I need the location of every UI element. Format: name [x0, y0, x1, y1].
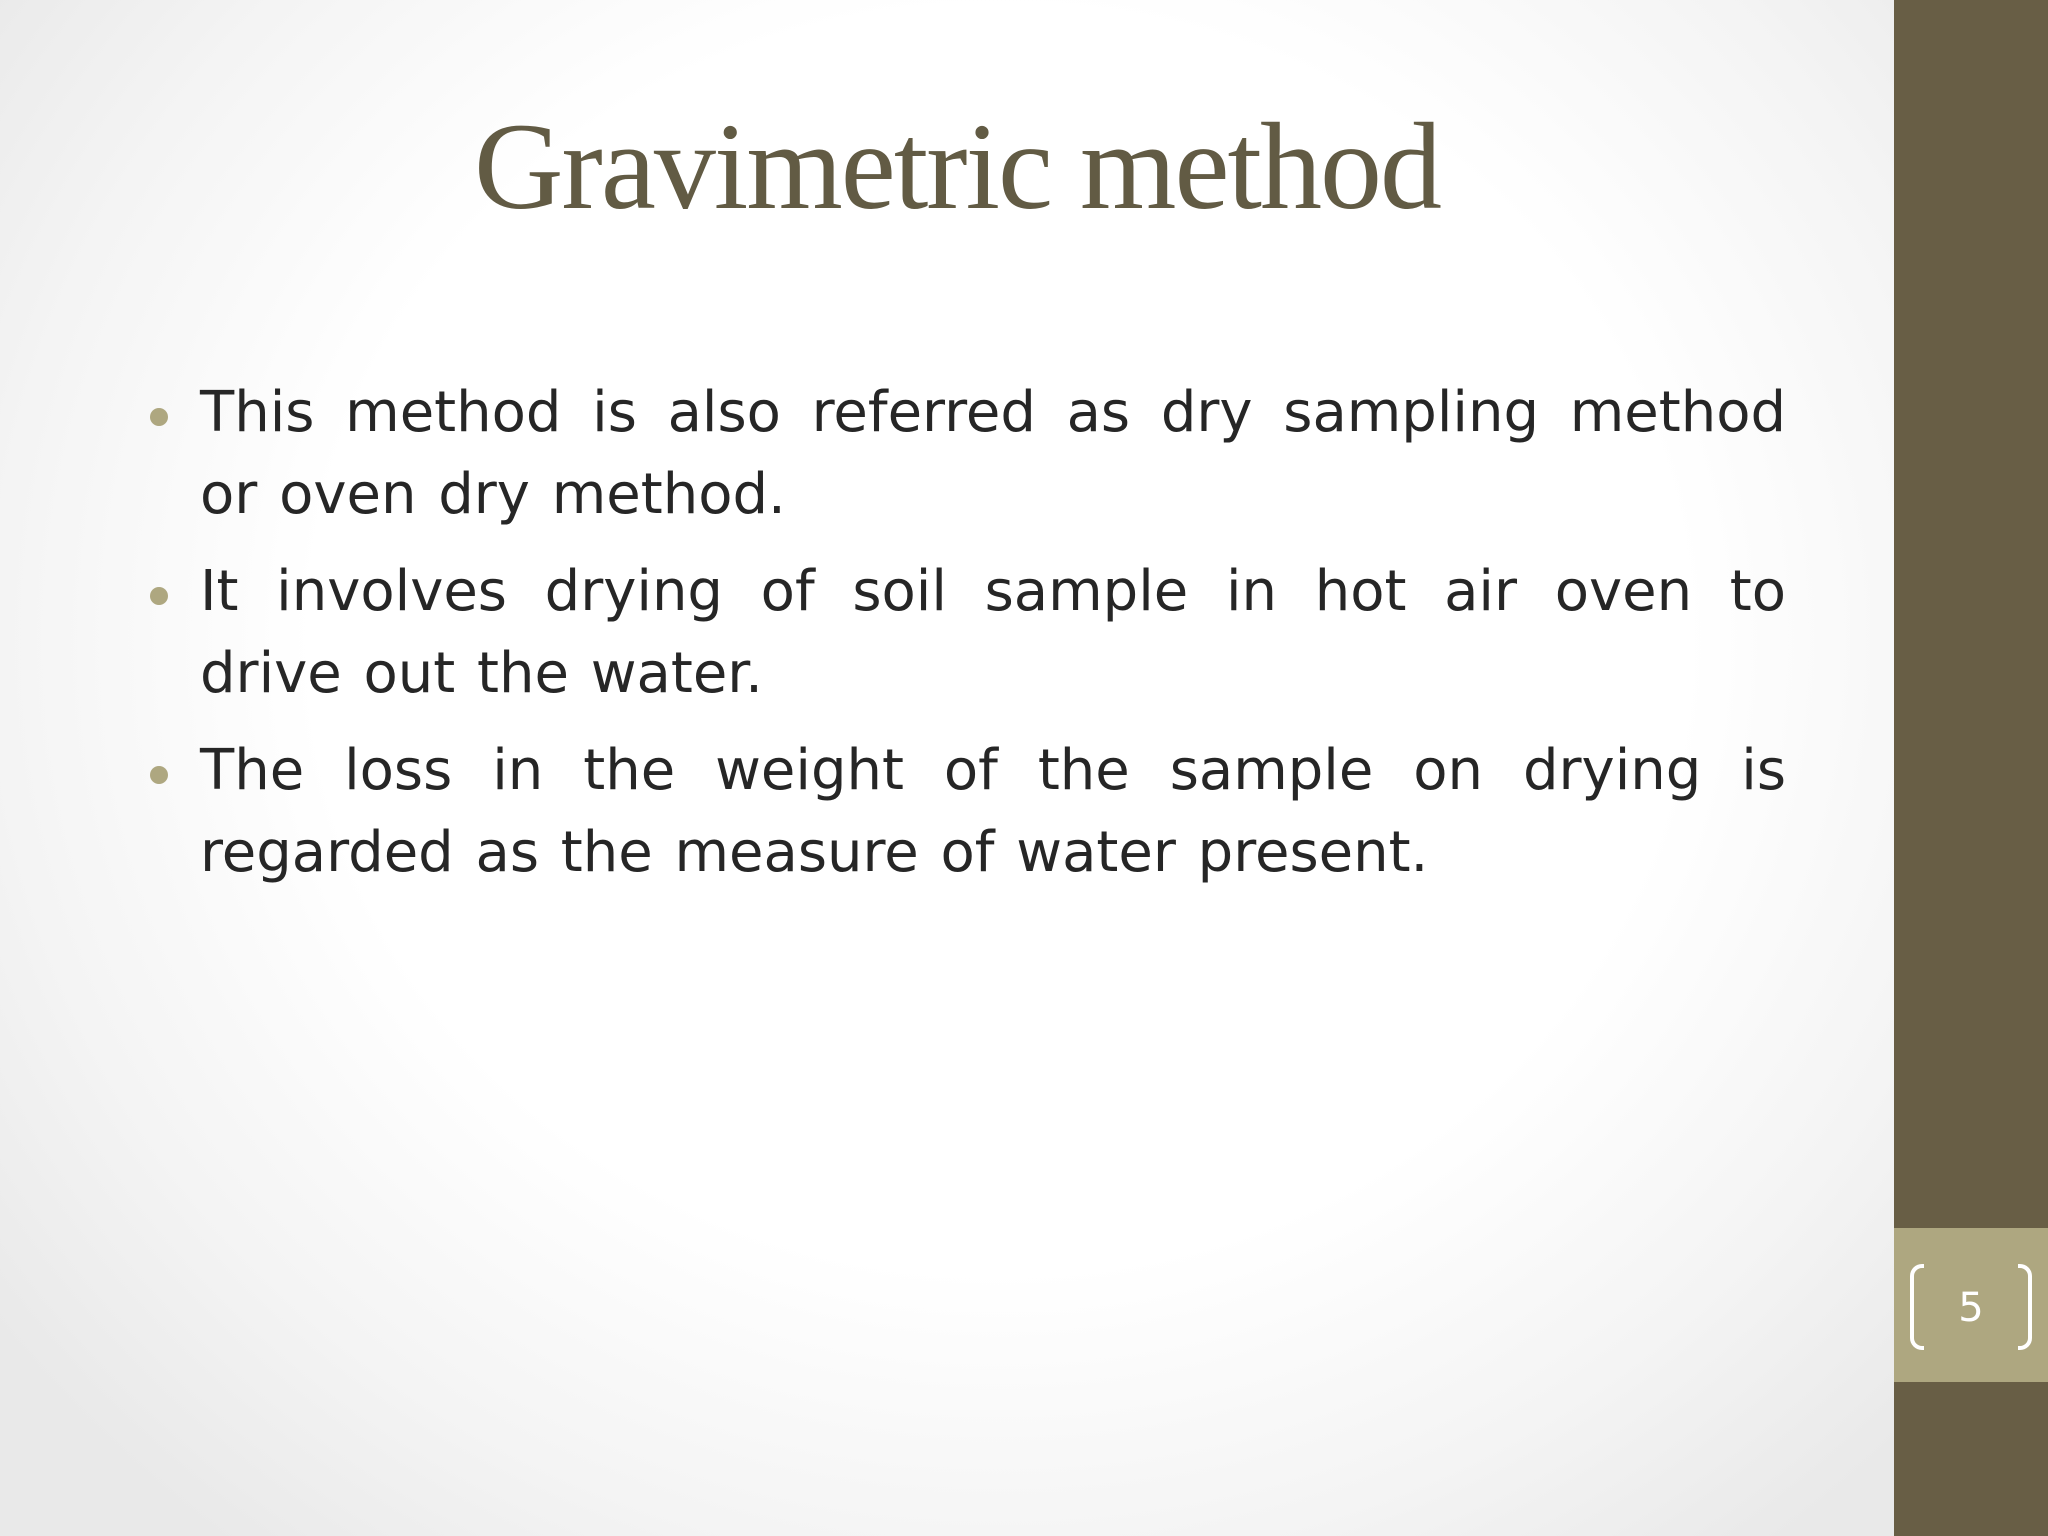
bullet-text: This method is also referred as dry sampling method or oven dry method.: [200, 380, 1786, 527]
bullet-item: [200, 730, 1786, 894]
right-bracket-icon: [2018, 1264, 2032, 1350]
bullet-marker-icon: [150, 408, 168, 426]
left-bracket-icon: [1910, 1264, 1924, 1350]
bullet-item: [200, 551, 1786, 715]
bullet-text: The loss in the weight of the sample on drying is regarded as the measure of water present.: [200, 738, 1786, 885]
page-number: 5: [1958, 1285, 1984, 1331]
bullet-marker-icon: [150, 587, 168, 605]
slide-title: Gravimetric method: [474, 98, 1440, 235]
bullet-item: [200, 372, 1786, 536]
bullet-list: [200, 372, 1786, 909]
bullet-text: It involves drying of soil sample in hot air oven to drive out the water.: [200, 559, 1786, 706]
bullet-marker-icon: [150, 766, 168, 784]
